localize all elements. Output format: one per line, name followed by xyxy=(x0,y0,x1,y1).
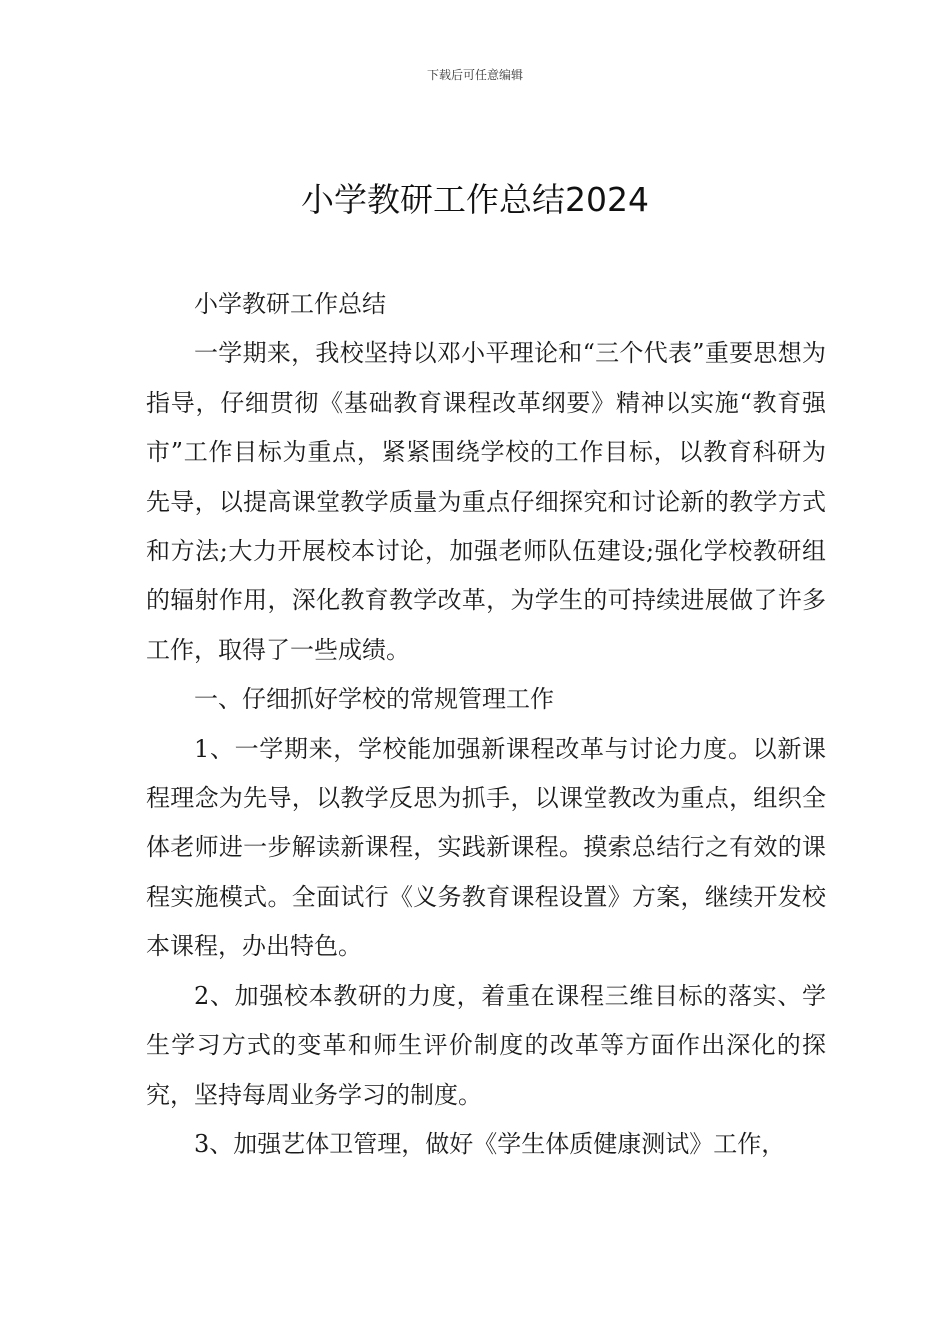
paragraph-subtitle: 小学教研工作总结 xyxy=(194,290,386,318)
page-header-note: 下载后可任意编辑 xyxy=(426,68,523,82)
paragraph-item-1: 1、一学期来，学校能加强新课程改革与讨论力度。以新课程理念为先导，以教学反思为抓手，以课堂教改为重点，组织全体老师进一步解读新课程，实践新课程。摸索总结行之有效的课程实施模式。全面试行《义务教育课程设置》方案，继续开发校本课程，办出特色。 xyxy=(146,734,826,961)
paragraph-item-2: 2、加强校本教研的力度，着重在课程三维目标的落实、学生学习方式的变革和师生评价制度的改革等方面作出深化的探究，坚持每周业务学习的制度。 xyxy=(146,981,826,1109)
document-body xyxy=(146,280,826,1169)
document-title: 小学教研工作总结2024 xyxy=(301,180,649,219)
paragraph-item-3: 3、加强艺体卫管理，做好《学生体质健康测试》工作， xyxy=(194,1129,786,1158)
section-heading-1: 一、仔细抓好学校的常规管理工作 xyxy=(194,685,554,714)
paragraph-intro: 一学期来，我校坚持以邓小平理论和“三个代表”重要思想为指导，仔细贯彻《基础教育课程改革纲要》精神以实施“教育强市”工作目标为重点，紧紧围绕学校的工作目标，以教育科研为先导，以提高课堂教学质量为重点仔细探究和讨论新的教学方式和方法;大力开展校本讨论，加强老师队伍建设;强化学校教研组的辐射作用，深化教育教学改革，为学生的可持续进展做了许多工作，取得了一些成绩。 xyxy=(146,339,826,664)
